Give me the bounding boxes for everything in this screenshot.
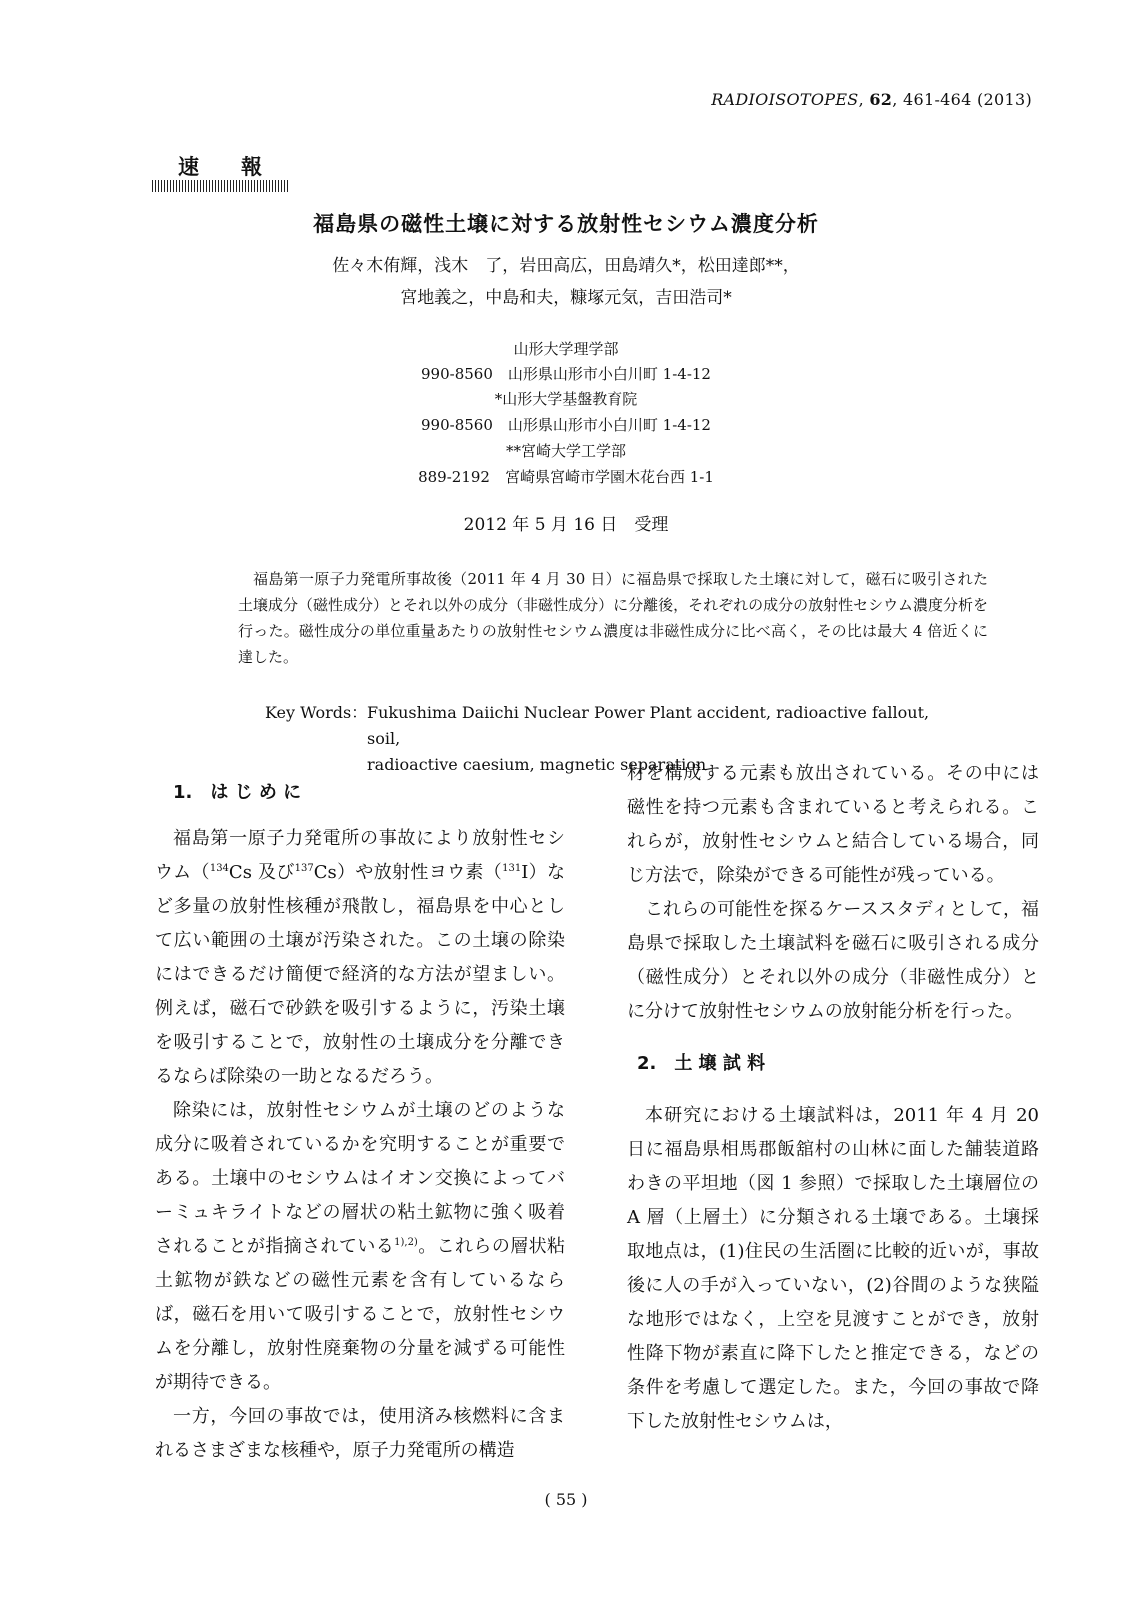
journal-volume: 62 bbox=[869, 90, 893, 109]
body-column-left bbox=[155, 776, 565, 1468]
section-2-paragraph: 本研究における土壌試料は，2011 年 4 月 20 日に福島県相馬郡飯舘村の山林に面した舗装道路わきの平坦地（図 1 参照）で採取した土壌層位の A 層（上層土）に分類される土壌である。土壌採取地点は，(1)住民の生活圏に比較的近いが，事故後に人の手が入っていない，(2)谷間のような狭隘な地形ではなく，上空を見渡すことができ，放射性降下物が素直に降下したと推定できる，などの条件を考慮して選定した。また，今回の事故で降下した放射性セシウムは， bbox=[627, 1105, 1039, 1432]
article-type-label: 速報 bbox=[178, 155, 304, 179]
affiliation-line: 990-8560 山形県山形市小白川町 1-4-12 bbox=[421, 365, 711, 383]
journal-pages-year: 461-464 (2013) bbox=[903, 90, 1032, 109]
article-type-underline bbox=[152, 180, 290, 192]
authors-line-1: 佐々木侑輝，浅木 了，岩田高広，田島靖久*，松田達郎**， bbox=[332, 256, 800, 276]
journal-citation: RADIOISOTOPES, 62, 461-464 (2013) bbox=[711, 90, 1032, 109]
keywords-line-1: Fukushima Daiichi Nuclear Power Plant accident, radioactive fallout, soil, bbox=[367, 703, 930, 748]
affiliation-line: *山形大学基盤教育院 bbox=[494, 390, 638, 408]
section-1-closing bbox=[627, 893, 1039, 1439]
citation-ref: 1),2) bbox=[394, 1237, 418, 1248]
keywords-line-2: radioactive caesium, magnetic separation bbox=[367, 755, 707, 774]
section-1-paragraph: これらの可能性を探るケーススタディとして，福島県で採取した土壌試料を磁石に吸引される成分（磁性成分）とそれ以外の成分（非磁性成分）とに分けて放射性セシウムの放射能分析を行った。 bbox=[627, 899, 1039, 1022]
page-number: ( 55 ) bbox=[544, 1490, 588, 1509]
journal-name: RADIOISOTOPES bbox=[711, 90, 859, 109]
affiliation-line: 山形大学理学部 bbox=[513, 340, 619, 358]
section-1-paragraph-continued: 材を構成する元素も放出されている。その中には磁性を持つ元素も含まれていると考えられる。これらが，放射性セシウムと結合している場合，同じ方法で，除染ができる可能性が残っている。 bbox=[627, 763, 1039, 886]
keywords-label: Key Words： bbox=[265, 703, 368, 722]
affiliation-line: 889-2192 宮崎県宮崎市学園木花台西 1-1 bbox=[418, 468, 714, 486]
affiliation-line: **宮崎大学工学部 bbox=[505, 442, 626, 460]
affiliation-line: 990-8560 山形県山形市小白川町 1-4-12 bbox=[421, 416, 711, 434]
section-2-heading: 2. 土 壌 試 料 bbox=[637, 1053, 766, 1074]
received-date: 2012 年 5 月 16 日 受理 bbox=[463, 515, 669, 535]
section-1-paragraph: 一方，今回の事故では，使用済み核燃料に含まれるさまざまな核種や，原子力発電所の構造 bbox=[155, 1406, 565, 1461]
authors-line-2: 宮地義之，中島和夫，糠塚元気，吉田浩司* bbox=[400, 288, 732, 308]
paper-title: 福島県の磁性土壌に対する放射性セシウム濃度分析 bbox=[313, 212, 819, 236]
abstract: 福島第一原子力発電所事故後（2011 年 4 月 30 日）に福島県で採取した土壌に対して，磁石に吸引された土壌成分（磁性成分）とそれ以外の成分（非磁性成分）に分離後，それぞれの成分の放射性セシウム濃度分析を行った。磁性成分の単位重量あたりの放射性セシウム濃度は非磁性成分に比べ高く，その比は最大 4 倍近くに達した。 bbox=[238, 570, 988, 666]
section-1-paragraph: 除染には，放射性セシウムが土壌のどのような成分に吸着されているかを究明することが重要である。土壌中のセシウムはイオン交換によってバーミュキライトなどの層状の粘土鉱物に強く吸着されることが指摘されている$^{1),2)}$。これらの層状粘土鉱物が鉄などの磁性元素を含有しているならば，磁石を用いて吸引することで，放射性セシウムを分離し，放射性廃棄物の分量を減ずる可能性が期待できる。 bbox=[155, 1100, 565, 1393]
section-1-paragraph: 福島第一原子力発電所の事故により放射性セシウム（$^{134}$Cs 及び$^{137}$Cs）や放射性ヨウ素（$^{131}$I）など多量の放射性核種が飛散し，福島県を中心として広い範囲の土壌が汚染された。この土壌の除染にはできるだけ簡便で経済的な方法が望ましい。例えば，磁石で砂鉄を吸引するように，汚染土壌を吸引することで，放射性の土壌成分を分離できるならば除染の一助となるだろう。 bbox=[155, 828, 565, 1087]
section-1-heading: 1. は じ め に bbox=[173, 782, 302, 803]
